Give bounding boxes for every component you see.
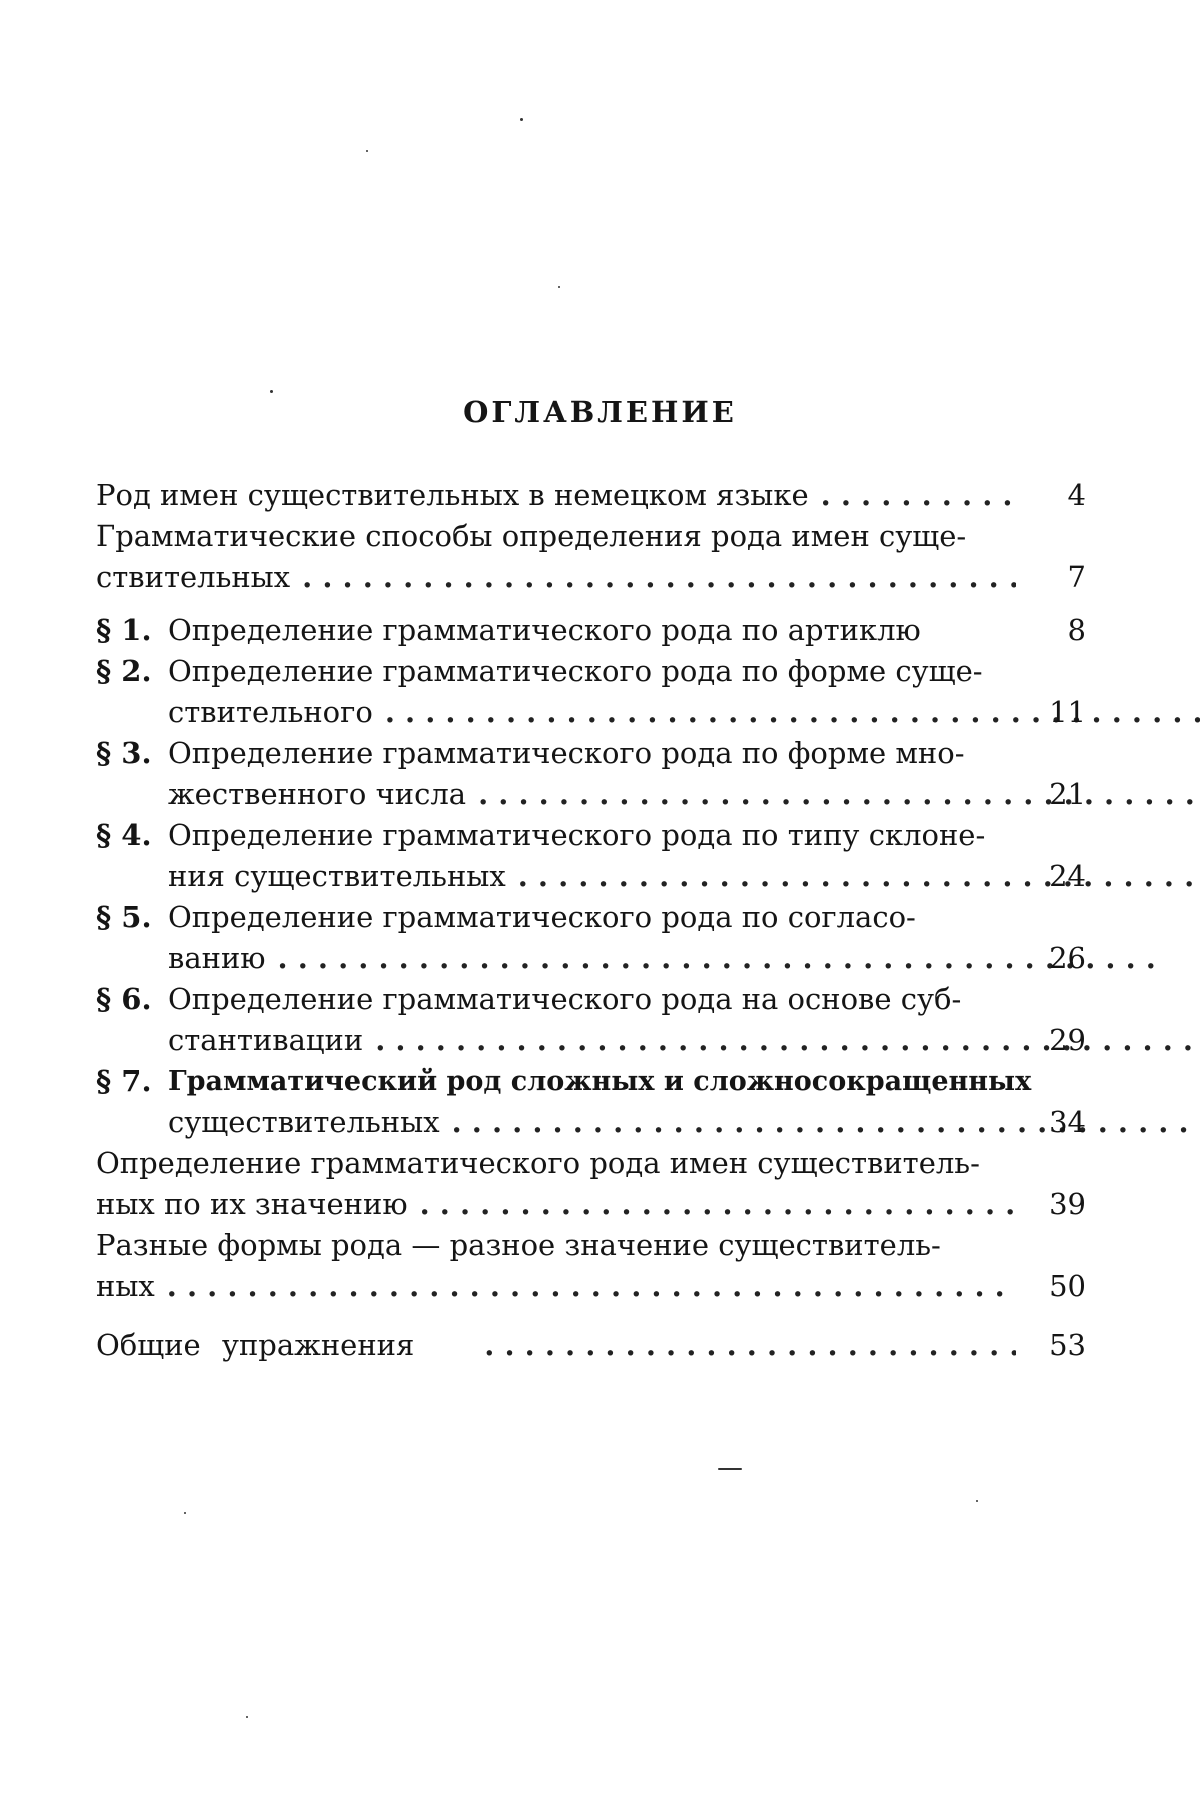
scan-speck xyxy=(184,1512,186,1514)
toc-entry-section-2[interactable] xyxy=(96,651,1086,733)
toc-entry[interactable] xyxy=(96,516,1086,598)
entry-text: Определение грамматического рода имен существитель- xyxy=(96,1146,980,1180)
toc-entry[interactable] xyxy=(96,1325,1086,1366)
leader-dots xyxy=(278,938,1156,979)
toc-entry-section-5[interactable] xyxy=(96,897,1086,979)
page-number: 7 xyxy=(1067,560,1086,594)
page-number: 34 xyxy=(1049,1105,1086,1139)
toc-entry-section-7[interactable] xyxy=(96,1061,1086,1143)
entry-text: Определение грамматического рода по форме мно- xyxy=(168,736,965,770)
toc-entry-section-3[interactable] xyxy=(96,733,1086,815)
scan-speck xyxy=(520,118,523,121)
scan-speck xyxy=(718,1468,742,1470)
section-number: § 1. xyxy=(96,613,152,647)
page-number: 21 xyxy=(1049,777,1086,811)
entry-text-cont: стантивации xyxy=(168,1023,364,1057)
section-number: § 2. xyxy=(96,654,152,688)
entry-text: Определение грамматического рода по форме суще- xyxy=(168,654,983,688)
leader-dots xyxy=(302,557,1016,598)
toc-entry-section-1[interactable] xyxy=(96,610,1086,651)
leader-dots xyxy=(478,774,1200,815)
scan-speck xyxy=(246,1716,248,1718)
entry-text-cont: ных xyxy=(96,1269,155,1303)
page-number: 39 xyxy=(1049,1187,1086,1221)
leader-dots xyxy=(821,475,1016,516)
scan-speck xyxy=(366,150,368,152)
leader-dots xyxy=(484,1325,1016,1366)
page-number: 50 xyxy=(1049,1269,1086,1303)
section-number: § 5. xyxy=(96,900,152,934)
entry-text-cont: жественного числа xyxy=(168,777,467,811)
page-number: 4 xyxy=(1067,478,1086,512)
entry-text: Определение грамматического рода по артиклю xyxy=(168,613,921,647)
entry-text-cont: ванию xyxy=(168,941,266,975)
leader-dots xyxy=(420,1184,1016,1225)
page-number: 53 xyxy=(1049,1328,1086,1362)
entry-text: Грамматические способы определения рода имен суще- xyxy=(96,519,967,553)
section-number: § 6. xyxy=(96,982,152,1016)
entry-text: Грамматический род сложных и сложносокращенных xyxy=(168,1066,1032,1097)
entry-text-cont: ствительных xyxy=(96,560,291,594)
toc-entry-section-6[interactable] xyxy=(96,979,1086,1061)
entry-text-cont: ствительного xyxy=(168,695,373,729)
entry-text: Определение грамматического рода на основе суб- xyxy=(168,982,962,1016)
scan-speck xyxy=(270,390,273,393)
leader-dots xyxy=(518,856,1200,897)
entry-text: Разные формы рода — разное значение существитель- xyxy=(96,1228,941,1262)
page-number: 8 xyxy=(1067,613,1086,647)
page-number: 26 xyxy=(1049,941,1086,975)
leader-dots xyxy=(452,1102,1200,1143)
toc-entry-section-4[interactable] xyxy=(96,815,1086,897)
entry-text: Род имен существительных в немецком языке xyxy=(96,478,809,512)
page-number: 29 xyxy=(1049,1023,1086,1057)
entry-text-cont: ния существительных xyxy=(168,859,506,893)
toc-entry[interactable] xyxy=(96,475,1086,516)
section-number: § 4. xyxy=(96,818,152,852)
page-number: 24 xyxy=(1049,859,1086,893)
toc-title: ОГЛАВЛЕНИЕ xyxy=(463,395,737,429)
section-number: § 3. xyxy=(96,736,152,770)
scan-speck xyxy=(976,1500,978,1502)
section-number: § 7. xyxy=(96,1064,152,1098)
entry-text: Определение грамматического рода по типу склоне- xyxy=(168,818,986,852)
toc-entry[interactable] xyxy=(96,1143,1086,1225)
leader-dots xyxy=(167,1266,1016,1307)
toc-entry[interactable] xyxy=(96,1225,1086,1307)
entry-text: Общие упражнения xyxy=(96,1328,415,1362)
page-number: 11 xyxy=(1049,695,1086,729)
entry-text-cont: ных по их значению xyxy=(96,1187,408,1221)
table-of-contents xyxy=(96,475,1086,1366)
scan-speck xyxy=(558,286,560,288)
entry-text: Определение грамматического рода по согласо- xyxy=(168,900,916,934)
entry-text-cont: существительных xyxy=(168,1105,440,1139)
